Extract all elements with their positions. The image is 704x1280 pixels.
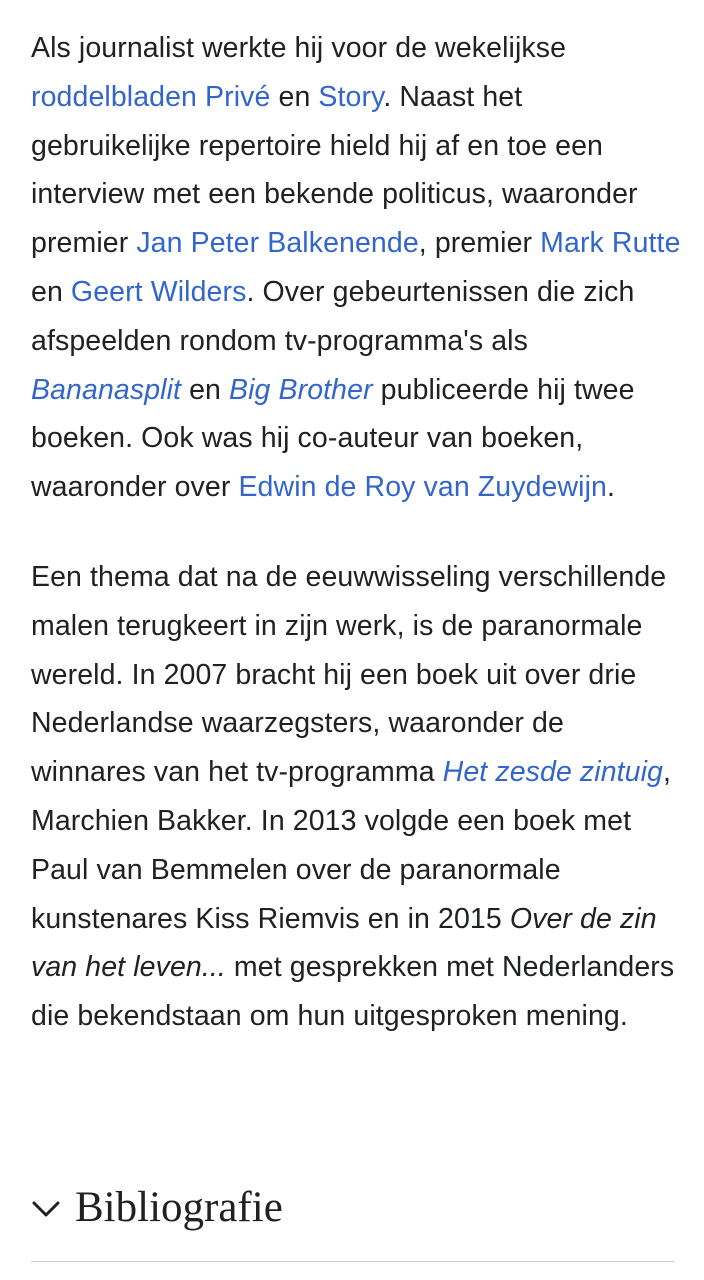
text-run: en — [270, 80, 319, 113]
article-content — [31, 24, 681, 1041]
link-prive[interactable]: Privé — [205, 80, 271, 113]
link-big-brother-label: Big Brother — [228, 373, 373, 406]
text-run: Als journalist werkte hij voor de wekelijkse — [31, 32, 567, 64]
text-run: . Naast het gebruikelijke repertoire hield hij af en toe een interview met een bekende politicus, waaronder premier — [31, 80, 638, 260]
chevron-down-icon — [31, 1193, 61, 1223]
text-run: en — [181, 373, 229, 406]
text-run: publiceerde hij twee boeken. Ook was hij co-auteur van boeken, waaronder over — [31, 373, 635, 504]
text-run: Een thema dat na de eeuwwisseling verschillende malen terugkeert in zijn werk, is de paranormale wereld. In 2007 bracht hij een boek uit over drie Nederlandse waarzegsters, waaronder de winnares van het tv-programma — [31, 560, 667, 789]
link-bananasplit[interactable] — [31, 374, 181, 406]
link-big-brother[interactable] — [229, 374, 373, 406]
book-title-over-de-zin: Over de zin van het leven... — [31, 902, 657, 984]
text-run — [197, 81, 205, 113]
link-jan-peter-balkenende[interactable]: Jan Peter Balkenende — [136, 227, 419, 260]
link-het-zesde-zintuig-label: Het zesde zintuig — [442, 756, 663, 789]
text-run: . Over gebeurtenissen die zich afspeelden rondom tv-programma's als — [31, 275, 635, 357]
link-roddelbladen[interactable]: roddelbladen — [31, 80, 198, 113]
link-bananasplit-label: Bananasplit — [31, 373, 182, 406]
text-run: met gesprekken met Nederlanders die bekendstaan om hun uitgesproken mening. — [31, 951, 675, 1033]
text-run: . — [607, 471, 616, 504]
link-geert-wilders[interactable]: Geert Wilders — [70, 275, 247, 308]
link-story[interactable]: Story — [318, 80, 384, 113]
link-het-zesde-zintuig[interactable] — [443, 756, 663, 788]
section-divider — [31, 1261, 674, 1262]
text-run: , premier — [418, 227, 541, 260]
paragraph-paranormal — [31, 553, 681, 1041]
link-mark-rutte[interactable]: Mark Rutte — [540, 227, 681, 260]
text-run: , Marchien Bakker. In 2013 volgde een boek met Paul van Bemmelen over de paranormale kunstenares Kiss Riemvis en in 2015 — [31, 756, 672, 935]
text-run: en — [31, 275, 71, 308]
section-toggle-bibliografie[interactable] — [31, 1178, 674, 1238]
section-title: Bibliografie — [75, 1184, 283, 1231]
paragraph-journalism — [31, 24, 681, 512]
link-edwin-de-roy-van-zuydewijn[interactable]: Edwin de Roy van Zuydewijn — [238, 471, 607, 504]
